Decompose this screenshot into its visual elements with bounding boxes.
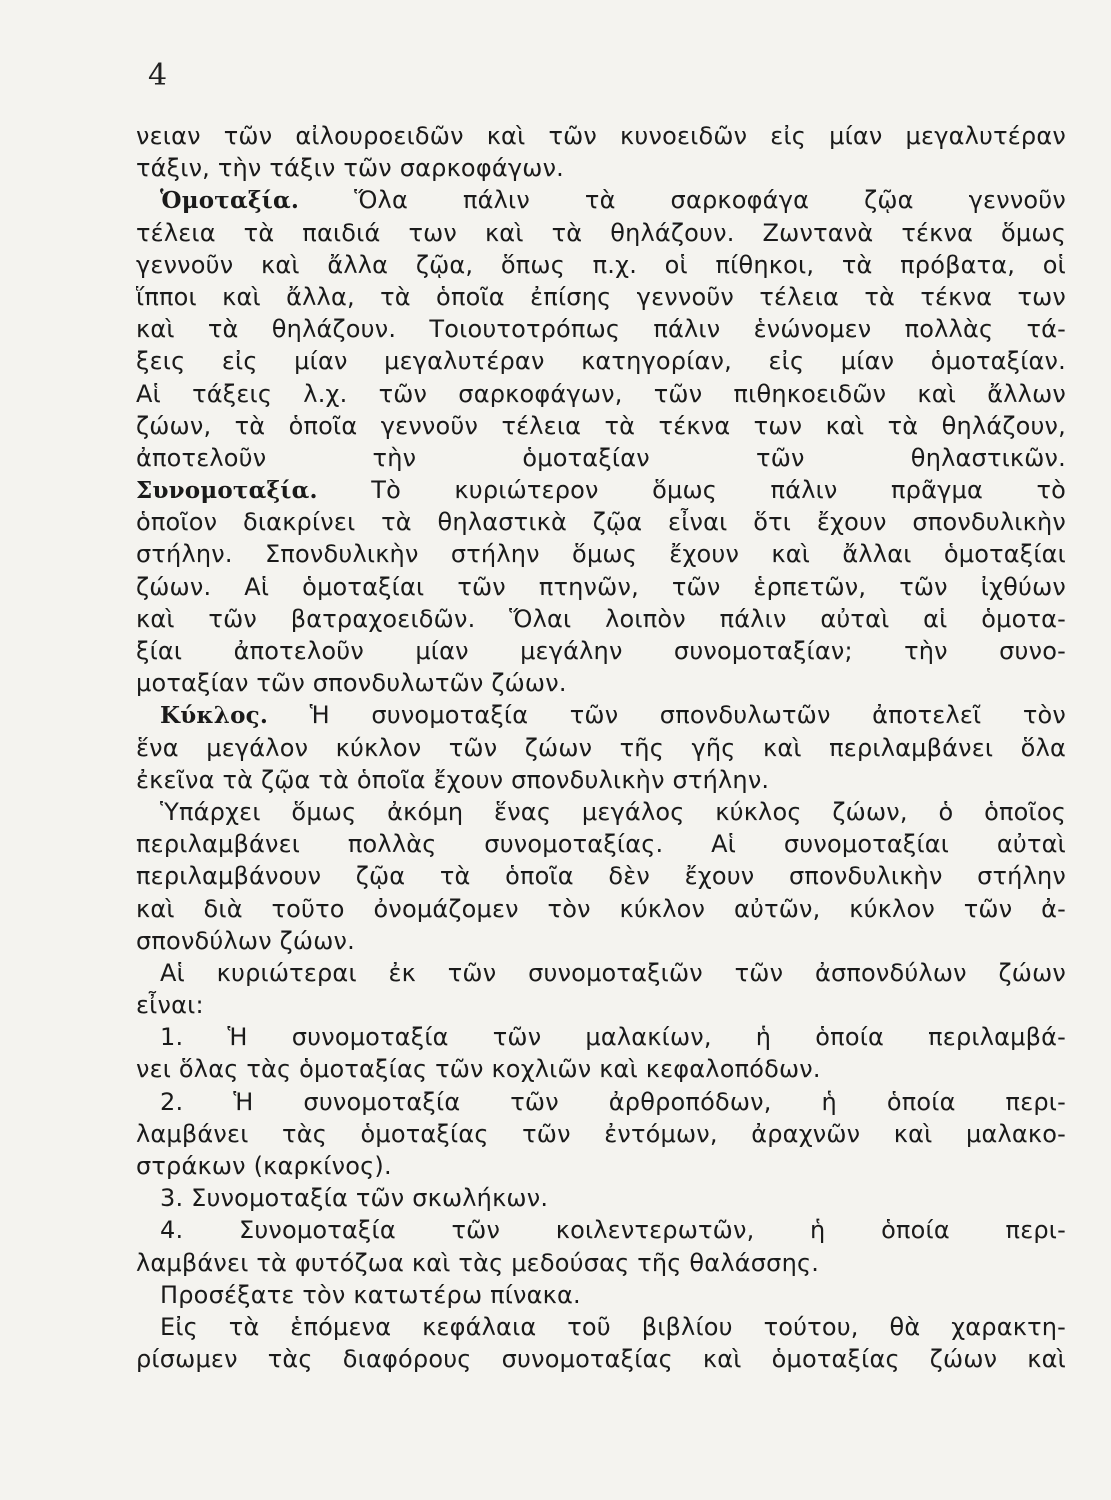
text-line <box>136 249 1066 281</box>
text-line <box>136 1279 1066 1311</box>
text-line <box>136 474 1066 506</box>
line-text: Ἡ συνομοταξία τῶν σπονδυλωτῶν ἀποτελεῖ τὸν <box>268 701 1066 730</box>
line-text: καὶ διὰ τοῦτο ὀνομάζομεν τὸν κύκλον αὐτῶν, κύκλον τῶν ἀ- <box>136 894 1066 923</box>
text-line <box>136 313 1066 345</box>
line-text: γεννοῦν καὶ ἄλλα ζῷα, ὅπως π.χ. οἱ πίθηκοι, τὰ πρόβατα, οἱ <box>136 250 1066 279</box>
line-text: ἐκεῖνα τὰ ζῷα τὰ ὁποῖα ἔχουν σπονδυλικὴν στήλην. <box>136 765 770 794</box>
text-line <box>136 828 1066 860</box>
line-text: εἶναι: <box>136 991 204 1020</box>
text-line <box>136 506 1066 538</box>
text-line <box>136 410 1066 442</box>
text-line <box>136 893 1066 925</box>
line-text: Προσέξατε τὸν κατωτέρω πίνακα. <box>160 1280 581 1309</box>
line-text: 2. Ἡ συνομοταξία τῶν ἀρθροπόδων, ἡ ὁποία περι- <box>160 1087 1066 1116</box>
section-heading: Κύκλος. <box>160 702 269 730</box>
text-line <box>136 1311 1066 1343</box>
line-text: Τὸ κυριώτερον ὅμως πάλιν πρᾶγμα τὸ <box>317 476 1066 505</box>
line-text: περιλαμβάνει πολλὰς συνομοταξίας. Αἱ συνομοταξίαι αὐταὶ <box>136 830 1066 859</box>
text-line <box>136 120 1066 152</box>
text-line <box>136 957 1066 989</box>
body-text <box>136 120 1066 1375</box>
line-text: ἵπποι καὶ ἄλλα, τὰ ὁποῖα ἐπίσης γεννοῦν τέλεια τὰ τέκνα των <box>136 282 1066 311</box>
text-line <box>136 1214 1066 1246</box>
line-text: τάξιν, τὴν τάξιν τῶν σαρκοφάγων. <box>136 154 565 183</box>
line-text: περιλαμβάνουν ζῷα τὰ ὁποῖα δὲν ἔχουν σπονδυλικὴν στήλην <box>136 862 1066 891</box>
line-text: σπονδύλων ζώων. <box>136 926 355 955</box>
line-text: Αἱ κυριώτεραι ἐκ τῶν συνομοταξιῶν τῶν ἀσπονδύλων ζώων <box>160 958 1066 987</box>
line-text: καὶ τὰ θηλάζουν. Τοιουτοτρόπως πάλιν ἑνώνομεν πολλὰς τά- <box>136 315 1066 344</box>
text-line <box>136 1343 1066 1375</box>
text-line <box>136 925 1066 957</box>
text-line <box>136 1182 1066 1214</box>
text-line <box>136 860 1066 892</box>
line-text: νειαν τῶν αἰλουροειδῶν καὶ τῶν κυνοειδῶν εἰς μίαν μεγαλυτέραν <box>136 122 1066 150</box>
line-text: ξεις εἰς μίαν μεγαλυτέραν κατηγορίαν, εἰς μίαν ὁμοταξίαν. <box>136 347 1066 376</box>
line-text: ρίσωμεν τὰς διαφόρους συνομοταξίας καὶ ὁμοταξίας ζώων καὶ <box>136 1345 1066 1374</box>
text-line <box>136 1247 1066 1279</box>
line-text: τέλεια τὰ παιδιά των καὶ τὰ θηλάζουν. Ζωντανὰ τέκνα ὅμως <box>136 218 1066 247</box>
text-line <box>136 442 1066 474</box>
line-text: Ὅλα πάλιν τὰ σαρκοφάγα ζῷα γεννοῦν <box>299 186 1066 215</box>
text-line <box>136 1053 1066 1085</box>
text-line <box>136 281 1066 313</box>
section-heading: Ὁμοταξία. <box>160 187 300 215</box>
line-text: 3. Συνομοταξία τῶν σκωλήκων. <box>160 1184 549 1213</box>
text-line <box>136 1021 1066 1053</box>
text-line <box>136 1086 1066 1118</box>
text-line <box>136 732 1066 764</box>
line-text: νει ὅλας τὰς ὁμοταξίας τῶν κοχλιῶν καὶ κεφαλοπόδων. <box>136 1055 821 1084</box>
line-text: ἕνα μεγάλον κύκλον τῶν ζώων τῆς γῆς καὶ περιλαμβάνει ὅλα <box>136 733 1066 762</box>
line-text: στράκων (καρκίνος). <box>136 1152 392 1180</box>
line-text: 1. Ἡ συνομοταξία τῶν μαλακίων, ἡ ὁποία περιλαμβά- <box>160 1023 1066 1052</box>
line-text: μοταξίαν τῶν σπονδυλωτῶν ζώων. <box>136 669 567 698</box>
text-line <box>136 796 1066 828</box>
text-line <box>136 699 1066 731</box>
line-text: ζώων. Αἱ ὁμοταξίαι τῶν πτηνῶν, τῶν ἑρπετῶν, τῶν ἰχθύων <box>136 572 1066 601</box>
text-line <box>136 1118 1066 1150</box>
line-text: Αἱ τάξεις λ.χ. τῶν σαρκοφάγων, τῶν πιθηκοειδῶν καὶ ἄλλων <box>136 379 1066 408</box>
text-line <box>136 345 1066 377</box>
line-text: ὁποῖον διακρίνει τὰ θηλαστικὰ ζῷα εἶναι ὅτι ἔχουν σπονδυλικὴν <box>136 508 1066 537</box>
page-number: 4 <box>148 58 168 93</box>
section-heading: Συνομοταξία. <box>136 477 318 505</box>
text-line <box>136 378 1066 410</box>
line-text: λαμβάνει τὰ φυτόζωα καὶ τὰς μεδούσας τῆς θαλάσσης. <box>136 1248 820 1277</box>
text-line <box>136 635 1066 667</box>
line-text: ζώων, τὰ ὁποῖα γεννοῦν τέλεια τὰ τέκνα των καὶ τὰ θηλάζουν, <box>136 411 1066 440</box>
line-text: στήλην. Σπονδυλικὴν στήλην ὅμως ἔχουν καὶ ἄλλαι ὁμοταξίαι <box>136 540 1066 569</box>
line-text: καὶ τῶν βατραχοειδῶν. Ὅλαι λοιπὸν πάλιν αὐταὶ αἱ ὁμοτα- <box>136 604 1066 633</box>
text-line <box>136 989 1066 1021</box>
line-text: Εἰς τὰ ἑπόμενα κεφάλαια τοῦ βιβλίου τούτου, θὰ χαρακτη- <box>160 1312 1066 1341</box>
line-text: 4. Συνομοταξία τῶν κοιλεντερωτῶν, ἡ ὁποία περι- <box>160 1216 1066 1245</box>
text-line <box>136 217 1066 249</box>
line-text: Ὑπάρχει ὅμως ἀκόμη ἕνας μεγάλος κύκλος ζώων, ὁ ὁποῖος <box>160 797 1066 826</box>
text-line <box>136 184 1066 216</box>
text-line <box>136 152 1066 184</box>
text-line <box>136 764 1066 796</box>
text-line <box>136 538 1066 570</box>
line-text: ἀποτελοῦν τὴν ὁμοταξίαν τῶν θηλαστικῶν. <box>136 443 1066 472</box>
line-text: ξίαι ἀποτελοῦν μίαν μεγάλην συνομοταξίαν; τὴν συνο- <box>136 637 1066 665</box>
text-line <box>136 1150 1066 1182</box>
text-line <box>136 603 1066 635</box>
text-line <box>136 667 1066 699</box>
text-line <box>136 571 1066 603</box>
line-text: λαμβάνει τὰς ὁμοταξίας τῶν ἐντόμων, ἀραχνῶν καὶ μαλακο- <box>136 1119 1066 1148</box>
